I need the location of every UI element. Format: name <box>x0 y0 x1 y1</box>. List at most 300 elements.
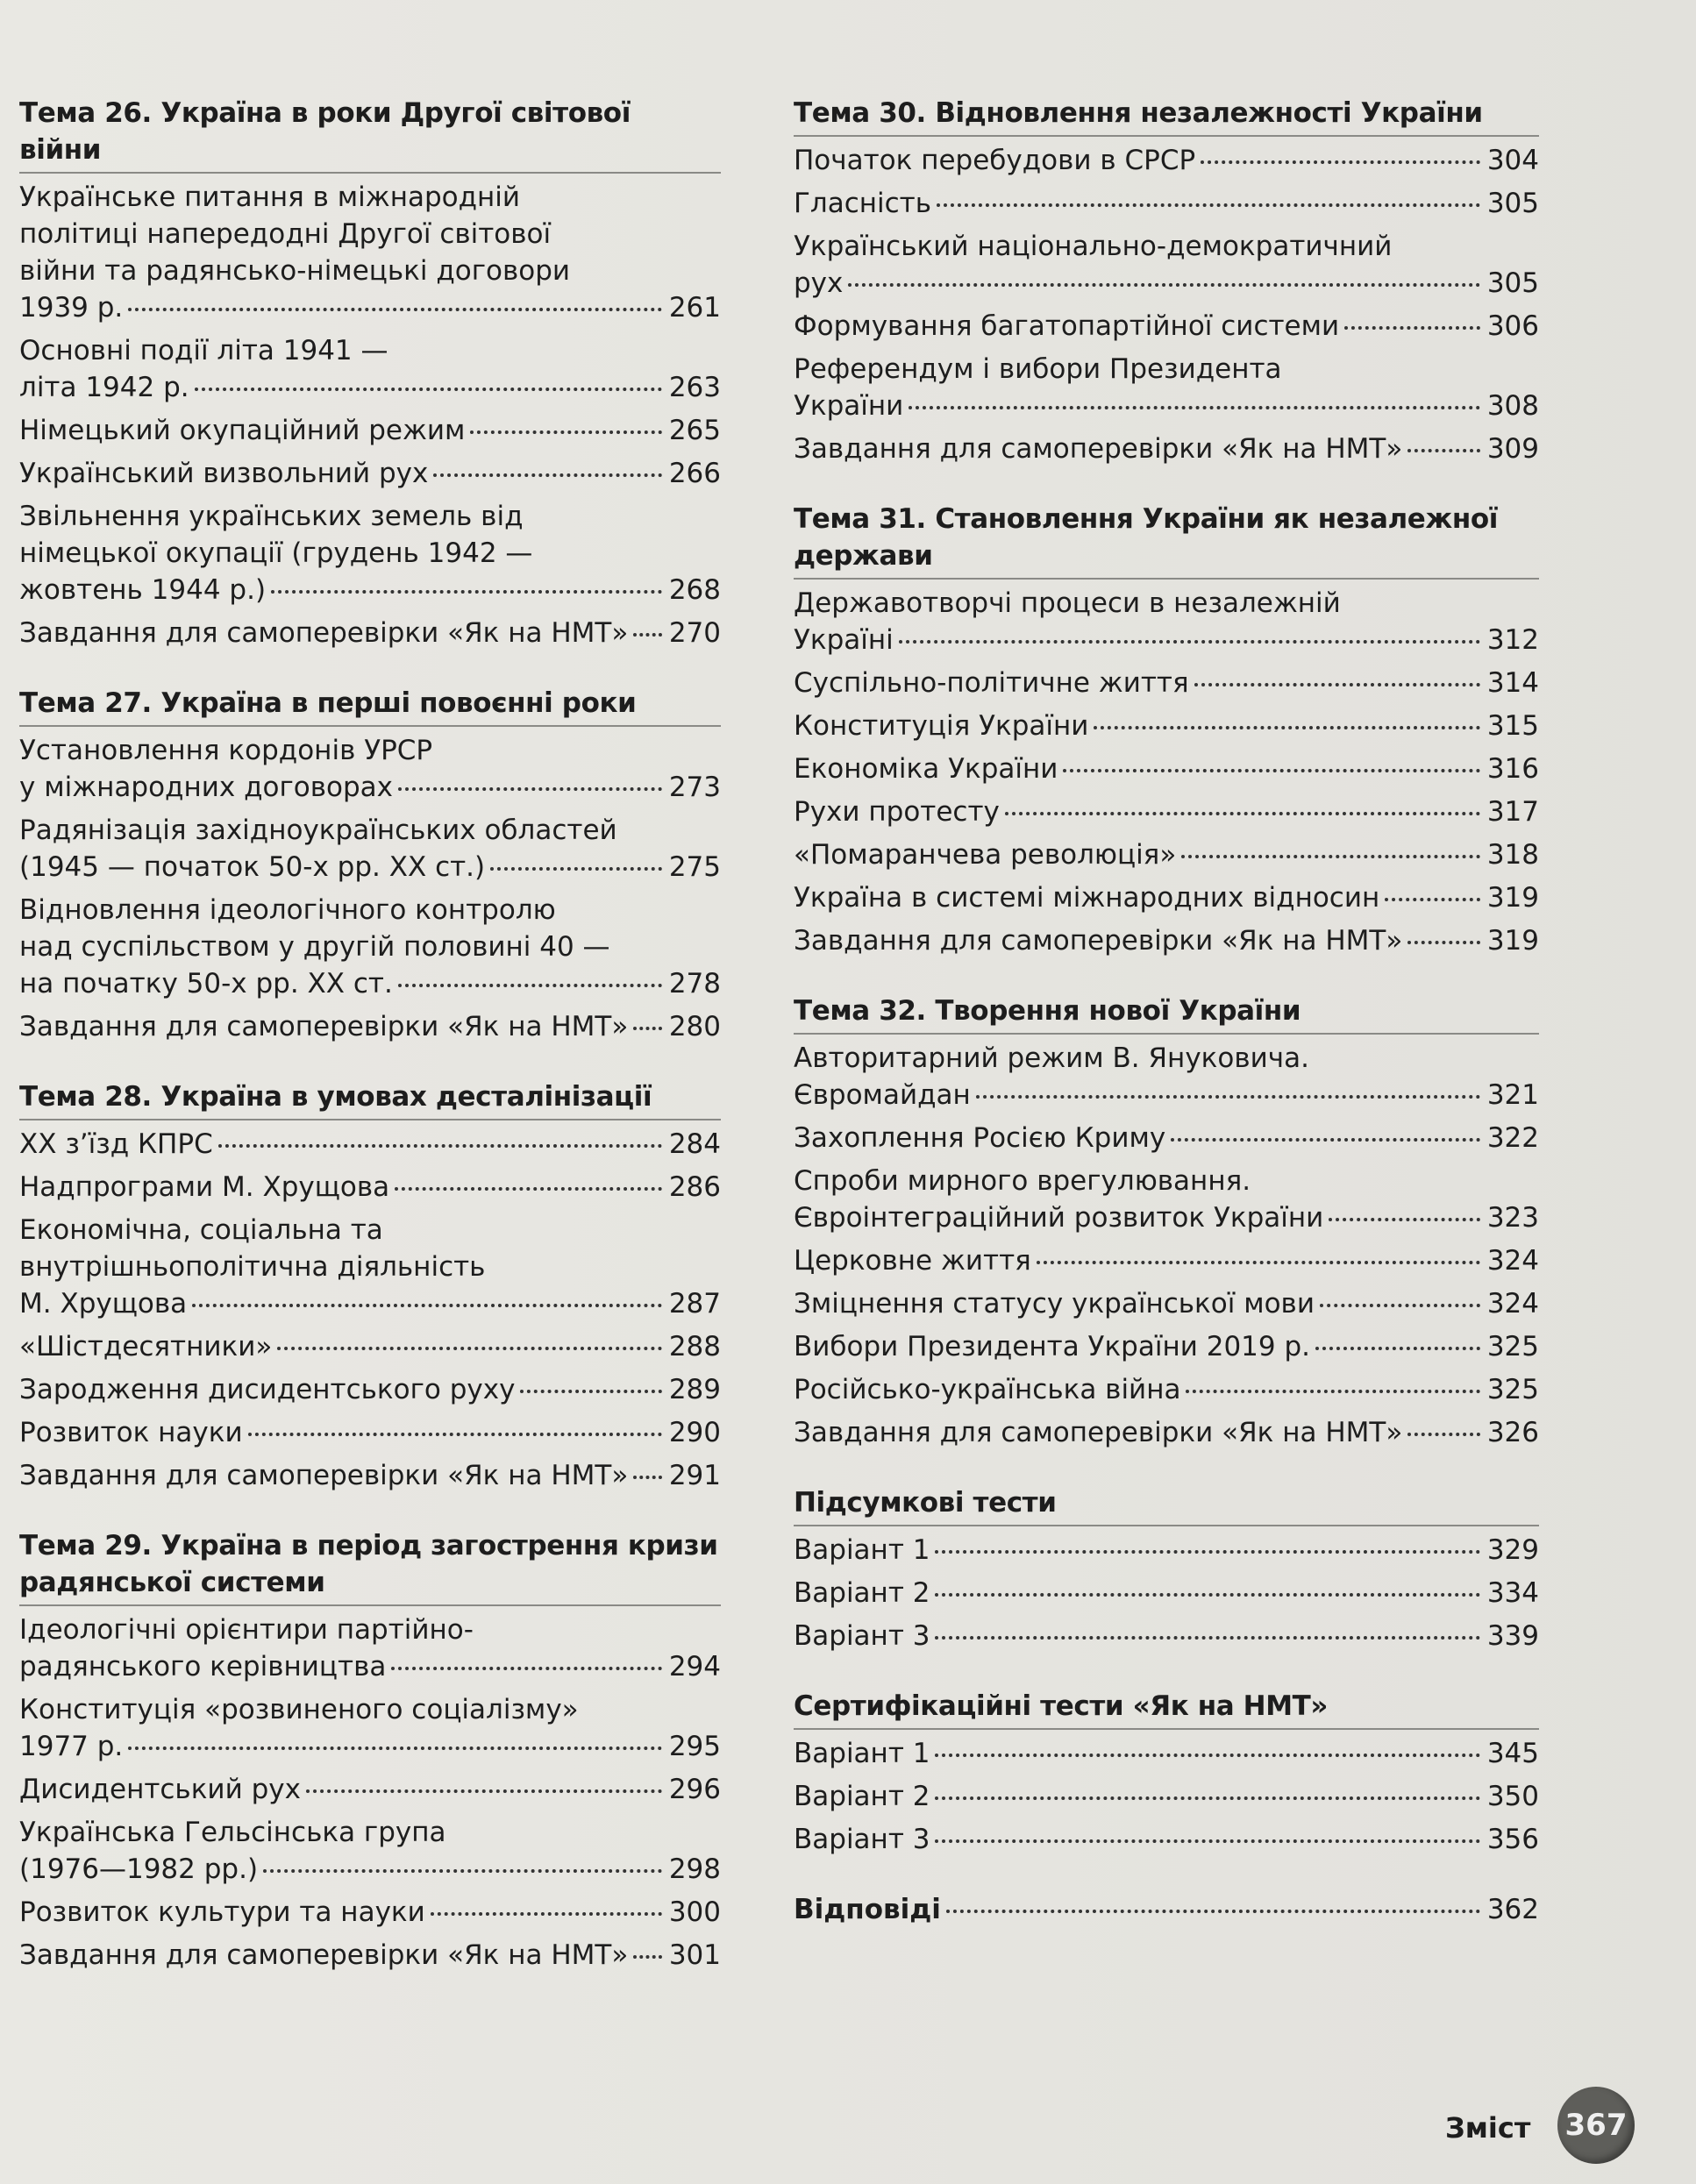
dot-leader <box>1005 812 1480 815</box>
entry-last-line <box>19 1008 721 1045</box>
page-number: 334 <box>1486 1577 1539 1609</box>
entry-last-line <box>19 1169 721 1206</box>
toc-entry[interactable] <box>794 751 1539 787</box>
page-number: 314 <box>1486 667 1539 699</box>
dot-leader <box>935 1754 1479 1757</box>
page-number: 308 <box>1486 390 1539 422</box>
entry-text-line: Звільнення українських земель від <box>19 501 524 532</box>
page-number: 315 <box>1486 710 1539 742</box>
entry-text-line: Варіант 3 <box>794 1620 930 1652</box>
dot-leader <box>935 1636 1479 1640</box>
entry-text-line: Суспільно-політичне життя <box>794 667 1189 699</box>
entry-text-line: Україна в системі міжнародних відносин <box>794 882 1380 914</box>
page-number: 280 <box>668 1011 721 1042</box>
entry-text-line: Спроби мирного врегулювання. <box>794 1165 1251 1197</box>
page-number: 287 <box>668 1288 721 1320</box>
entry-last-line <box>19 1771 721 1808</box>
entry-last-line <box>794 1242 1539 1279</box>
dot-leader <box>128 308 662 311</box>
entry-text-line: Вибори Президента України 2019 р. <box>794 1331 1310 1362</box>
section-title: Підсумкові тести <box>794 1484 1539 1526</box>
entry-text-line: Завдання для самоперевірки «Як на НМТ» <box>19 1939 629 1971</box>
dot-leader <box>1063 769 1479 772</box>
page-number: 362 <box>1486 1894 1539 1925</box>
entry-text-line: Євромайдан <box>794 1079 971 1111</box>
dot-leader <box>391 1667 661 1670</box>
toc-section <box>794 1688 1539 1858</box>
entry-text-line: у міжнародних договорах <box>19 772 393 803</box>
entry-text-line: Варіант 1 <box>794 1534 930 1566</box>
page-number: 265 <box>668 415 721 446</box>
entry-text-line: Радянізація західноукраїнських областей <box>19 815 617 846</box>
page-number: 291 <box>668 1460 721 1491</box>
toc-entry[interactable] <box>794 1285 1539 1322</box>
entry-last-line <box>19 1894 721 1931</box>
entry-text-line: жовтень 1944 р.) <box>19 574 267 606</box>
entry-text-line: Варіант 2 <box>794 1781 930 1812</box>
dot-leader <box>306 1789 662 1793</box>
entry-text-line: Розвиток науки <box>19 1417 243 1448</box>
toc-entry[interactable] <box>19 455 721 492</box>
page-number: 325 <box>1486 1331 1539 1362</box>
section-title: Тема 29. Україна в період загострення кризи радянської системи <box>19 1527 721 1606</box>
section-title: Тема 27. Україна в перші повоєнні роки <box>19 685 721 727</box>
entry-last-line <box>794 1371 1539 1408</box>
entry-text-line: німецької окупації (грудень 1942 — <box>19 537 533 569</box>
dot-leader <box>848 283 1479 287</box>
page-number: 312 <box>1486 624 1539 656</box>
section-title: Тема 28. Україна в умовах десталінізації <box>19 1078 721 1120</box>
toc-entry[interactable] <box>19 179 721 326</box>
page-number: 268 <box>668 574 721 606</box>
entry-last-line <box>794 1285 1539 1322</box>
dot-leader <box>277 1347 661 1350</box>
page-number: 301 <box>668 1939 721 1971</box>
toc-entry[interactable] <box>794 1414 1539 1451</box>
entry-text-line: над суспільством у другій половині 40 — <box>19 931 610 963</box>
toc-entry[interactable] <box>19 1894 721 1931</box>
dot-leader <box>1094 726 1479 729</box>
entry-text-line: Завдання для самоперевірки «Як на НМТ» <box>19 1011 629 1042</box>
toc-entry[interactable] <box>794 1778 1539 1815</box>
dot-leader <box>1315 1347 1480 1350</box>
page-number: 296 <box>668 1774 721 1805</box>
toc-entry[interactable] <box>794 793 1539 830</box>
entry-text-line: Економіка України <box>794 753 1058 785</box>
entry-last-line <box>794 922 1539 959</box>
footer-section-label: Зміст <box>1445 2111 1531 2145</box>
toc-entry[interactable] <box>794 185 1539 222</box>
entry-text-line: (1976—1982 рр.) <box>19 1853 259 1885</box>
toc-entry[interactable] <box>794 1120 1539 1156</box>
toc-entry[interactable] <box>794 308 1539 345</box>
entry-last-line <box>19 1371 721 1408</box>
entry-last-line <box>794 665 1539 701</box>
entry-last-line <box>794 1821 1539 1858</box>
dot-leader <box>433 473 661 477</box>
dot-leader <box>398 984 662 987</box>
entry-last-line <box>19 455 721 492</box>
entry-text-line: політиці напередодні Другої світової <box>19 218 552 250</box>
entry-last-line <box>19 615 721 651</box>
entry-text-line: Авторитарний режим В. Януковича. <box>794 1042 1309 1074</box>
toc-entry[interactable] <box>794 665 1539 701</box>
page-footer <box>1438 2085 1631 2169</box>
entry-text-line: Основні події літа 1941 — <box>19 335 388 366</box>
entry-last-line <box>794 142 1539 179</box>
dot-leader <box>1201 160 1480 164</box>
dot-leader <box>935 1550 1479 1554</box>
page-number: 319 <box>1486 925 1539 957</box>
page-number: 304 <box>1486 145 1539 176</box>
toc-entry[interactable] <box>794 585 1539 658</box>
toc-entry[interactable] <box>19 1414 721 1451</box>
page-number: 329 <box>1486 1534 1539 1566</box>
entry-text-line: України <box>794 390 904 422</box>
toc-entry[interactable] <box>19 1771 721 1808</box>
toc-entry[interactable] <box>19 892 721 1002</box>
entry-last-line <box>794 1199 1539 1236</box>
dot-leader <box>633 1476 662 1479</box>
toc-entry[interactable] <box>794 922 1539 959</box>
entry-last-line <box>794 185 1539 222</box>
entry-text-line: Ідеологічні орієнтири партійно- <box>19 1614 474 1646</box>
page-number: 273 <box>668 772 721 803</box>
toc-entry[interactable] <box>19 732 721 806</box>
entry-text-line: Україні <box>794 624 894 656</box>
page-number: 350 <box>1486 1781 1539 1812</box>
toc-entry[interactable] <box>794 1891 1539 1928</box>
page-number: 295 <box>668 1731 721 1762</box>
dot-leader <box>1385 898 1480 901</box>
entry-last-line <box>19 965 721 1002</box>
dot-leader <box>128 1746 662 1750</box>
toc-entry[interactable] <box>19 1371 721 1408</box>
page-number-badge: 367 <box>1557 2087 1635 2164</box>
toc-entry[interactable] <box>794 1242 1539 1279</box>
entry-text-line: Завдання для самоперевірки «Як на НМТ» <box>19 1460 629 1491</box>
entry-last-line <box>19 1328 721 1365</box>
entry-last-line <box>794 1328 1539 1365</box>
entry-text-line: радянського керівництва <box>19 1651 387 1682</box>
entry-text-line: 1977 р. <box>19 1731 124 1762</box>
toc-entry[interactable] <box>19 1008 721 1045</box>
entry-last-line <box>794 265 1539 302</box>
entry-text-line: Варіант 2 <box>794 1577 930 1609</box>
entry-last-line <box>794 1077 1539 1113</box>
toc-section <box>794 1891 1539 1928</box>
toc-entry[interactable] <box>794 351 1539 424</box>
entry-last-line <box>794 1618 1539 1654</box>
toc-entry[interactable] <box>794 836 1539 873</box>
entry-text-line: Розвиток культури та науки <box>19 1896 425 1928</box>
page-number: 290 <box>668 1417 721 1448</box>
entry-text-line: Конституція України <box>794 710 1089 742</box>
toc-right-column <box>794 95 1539 1961</box>
page-number: 316 <box>1486 753 1539 785</box>
dot-leader <box>633 1955 662 1959</box>
page-number: 305 <box>1486 188 1539 219</box>
dot-leader <box>218 1144 662 1148</box>
dot-leader <box>1407 449 1480 452</box>
dot-leader <box>248 1433 662 1436</box>
entry-text-line: Формування багатопартійної системи <box>794 310 1340 342</box>
entry-text-line: літа 1942 р. <box>19 372 189 403</box>
page-number: 325 <box>1486 1374 1539 1405</box>
page-number: 326 <box>1486 1417 1539 1448</box>
toc-left-column <box>19 95 721 2007</box>
entry-last-line <box>794 708 1539 744</box>
dot-leader <box>633 633 662 637</box>
entry-last-line <box>19 849 721 886</box>
toc-entry[interactable] <box>19 1126 721 1163</box>
toc-entry[interactable] <box>19 412 721 449</box>
entry-last-line <box>19 572 721 608</box>
dot-leader <box>1344 326 1480 330</box>
page-number: 319 <box>1486 882 1539 914</box>
toc-section <box>19 685 721 1045</box>
page-number: 263 <box>668 372 721 403</box>
entry-last-line <box>794 836 1539 873</box>
toc-entry[interactable] <box>794 1618 1539 1654</box>
toc-entry[interactable] <box>794 1575 1539 1611</box>
dot-leader <box>195 388 662 391</box>
entry-text-line: Євроінтеграційний розвиток України <box>794 1202 1324 1234</box>
entry-text-line: Українське питання в міжнародній <box>19 181 521 213</box>
page-number: 306 <box>1486 310 1539 342</box>
entry-text-line: Зміцнення статусу української мови <box>794 1288 1315 1320</box>
page-number: 321 <box>1486 1079 1539 1111</box>
entry-text-line: Завдання для самоперевірки «Як на НМТ» <box>794 925 1403 957</box>
dot-leader <box>395 1187 662 1191</box>
entry-text-line: внутрішньополітична діяльність <box>19 1251 486 1283</box>
toc-section <box>794 501 1539 959</box>
dot-leader <box>935 1796 1479 1800</box>
page-number: 305 <box>1486 267 1539 299</box>
entry-last-line <box>19 1414 721 1451</box>
page-number: 322 <box>1486 1122 1539 1154</box>
dot-leader <box>937 203 1480 207</box>
toc-entry[interactable] <box>19 812 721 886</box>
page-number: 288 <box>668 1331 721 1362</box>
dot-leader <box>192 1304 662 1307</box>
dot-leader <box>1320 1304 1480 1307</box>
toc-entry[interactable] <box>794 1040 1539 1113</box>
dot-leader <box>1186 1390 1479 1393</box>
entry-text-line: Німецький окупаційний режим <box>19 415 466 446</box>
page-number: 356 <box>1486 1824 1539 1855</box>
page-number: 294 <box>668 1651 721 1682</box>
entry-text-line: Зародження дисидентського руху <box>19 1374 516 1405</box>
toc-entry[interactable] <box>19 1937 721 1974</box>
page-number: 286 <box>668 1171 721 1203</box>
page-number: 339 <box>1486 1620 1539 1652</box>
entry-last-line <box>794 1735 1539 1772</box>
entry-text-line: Церковне життя <box>794 1245 1031 1277</box>
entry-text-line: Захоплення Росією Криму <box>794 1122 1166 1154</box>
entry-last-line <box>794 1575 1539 1611</box>
dot-leader <box>935 1839 1479 1843</box>
entry-last-line <box>19 1126 721 1163</box>
entry-last-line <box>19 412 721 449</box>
section-title: Відповіді <box>794 1894 941 1925</box>
dot-leader <box>1329 1218 1480 1221</box>
entry-last-line <box>794 388 1539 424</box>
entry-text-line: Державотворчі процеси в незалежній <box>794 587 1341 619</box>
toc-entry[interactable] <box>19 498 721 608</box>
toc-entry[interactable] <box>19 332 721 406</box>
toc-section <box>19 1527 721 1974</box>
entry-text-line: Завдання для самоперевірки «Як на НМТ» <box>19 617 629 649</box>
toc-entry[interactable] <box>794 1821 1539 1858</box>
entry-last-line <box>19 369 721 406</box>
dot-leader <box>398 787 662 791</box>
toc-entry[interactable] <box>794 1735 1539 1772</box>
entry-text-line: Референдум і вибори Президента <box>794 353 1282 385</box>
entry-last-line <box>794 751 1539 787</box>
entry-last-line <box>19 1648 721 1685</box>
toc-entry[interactable] <box>19 1611 721 1685</box>
dot-leader <box>1181 855 1480 858</box>
page-number: 270 <box>668 617 721 649</box>
entry-last-line <box>794 1120 1539 1156</box>
page-number: 323 <box>1486 1202 1539 1234</box>
toc-section <box>794 1484 1539 1654</box>
dot-leader <box>431 1912 662 1916</box>
entry-last-line <box>19 289 721 326</box>
toc-entry[interactable] <box>794 1532 1539 1569</box>
entry-last-line <box>19 1851 721 1888</box>
dot-leader <box>946 1910 1480 1913</box>
entry-text-line: Український визвольний рух <box>19 458 429 489</box>
dot-leader <box>909 406 1480 409</box>
page-number: 324 <box>1486 1245 1539 1277</box>
entry-text-line: рух <box>794 267 844 299</box>
entry-text-line: Рухи протесту <box>794 796 1000 828</box>
page-number: 298 <box>668 1853 721 1885</box>
entry-last-line <box>794 1414 1539 1451</box>
entry-text-line: Відновлення ідеологічного контролю <box>19 894 556 926</box>
page-number: 266 <box>668 458 721 489</box>
dot-leader <box>271 590 662 594</box>
toc-entry[interactable] <box>19 1212 721 1322</box>
toc-entry[interactable] <box>19 1457 721 1494</box>
section-title: Тема 30. Відновлення незалежності України <box>794 95 1539 137</box>
entry-text-line: Українська Гельсінська група <box>19 1817 446 1848</box>
entry-text-line: Початок перебудови в СРСР <box>794 145 1196 176</box>
entry-last-line <box>794 308 1539 345</box>
entry-text-line: Конституція «розвиненого соціалізму» <box>19 1694 579 1725</box>
section-title: Тема 26. Україна в роки Другої світової війни <box>19 95 721 174</box>
dot-leader <box>976 1095 1480 1099</box>
entry-text-line: ХХ з’їзд КПРС <box>19 1128 213 1160</box>
toc-entry[interactable] <box>794 430 1539 467</box>
page-number: 317 <box>1486 796 1539 828</box>
dot-leader <box>1037 1261 1480 1264</box>
toc-entry[interactable] <box>19 1691 721 1765</box>
page-number: 284 <box>668 1128 721 1160</box>
entry-text-line: Завдання для самоперевірки «Як на НМТ» <box>794 433 1403 465</box>
entry-text-line: на початку 50-х рр. ХХ ст. <box>19 968 393 1000</box>
entry-last-line <box>794 430 1539 467</box>
section-title: Сертифікаційні тести «Як на НМТ» <box>794 1688 1539 1730</box>
entry-text-line: «Шістдесятники» <box>19 1331 273 1362</box>
entry-text-line: Установлення кордонів УРСР <box>19 735 433 766</box>
toc-entry[interactable] <box>794 228 1539 302</box>
toc-entry[interactable] <box>794 1328 1539 1365</box>
dot-leader <box>935 1593 1479 1597</box>
entry-text-line: Дисидентський рух <box>19 1774 301 1805</box>
page-number: 278 <box>668 968 721 1000</box>
toc-section <box>19 1078 721 1494</box>
page-number: 309 <box>1486 433 1539 465</box>
entry-text-line: 1939 р. <box>19 292 124 324</box>
toc-section <box>19 95 721 651</box>
entry-last-line <box>19 1728 721 1765</box>
entry-text-line: Варіант 1 <box>794 1738 930 1769</box>
toc-entry[interactable] <box>19 615 721 651</box>
dot-leader <box>490 867 662 871</box>
entry-text-line: Економічна, соціальна та <box>19 1214 383 1246</box>
dot-leader <box>899 640 1480 644</box>
entry-last-line <box>794 793 1539 830</box>
dot-leader <box>263 1869 662 1873</box>
dot-leader <box>1407 1433 1480 1436</box>
dot-leader <box>470 430 661 434</box>
entry-text-line: Надпрограми М. Хрущова <box>19 1171 390 1203</box>
section-title: Тема 31. Становлення України як незалежної держави <box>794 501 1539 580</box>
entry-last-line <box>19 1285 721 1322</box>
entry-last-line <box>794 879 1539 916</box>
entry-text-line: війни та радянсько-німецькі договори <box>19 255 571 287</box>
entry-last-line <box>19 1457 721 1494</box>
toc-entry[interactable] <box>794 879 1539 916</box>
entry-last-line <box>794 1778 1539 1815</box>
entry-last-line <box>794 622 1539 658</box>
toc-entry[interactable] <box>794 142 1539 179</box>
entry-text-line: (1945 — початок 50-х рр. ХХ ст.) <box>19 851 486 883</box>
dot-leader <box>633 1027 662 1030</box>
entry-text-line: Український національно-демократичний <box>794 231 1393 262</box>
page-number: 300 <box>668 1896 721 1928</box>
entry-text-line: «Помаранчева революція» <box>794 839 1177 871</box>
dot-leader <box>1171 1138 1480 1142</box>
toc-entry[interactable] <box>794 1371 1539 1408</box>
entry-last-line <box>19 769 721 806</box>
toc-section <box>794 95 1539 467</box>
page-number: 289 <box>668 1374 721 1405</box>
section-title: Тема 32. Творення нової України <box>794 992 1539 1035</box>
entry-last-line <box>794 1532 1539 1569</box>
entry-last-line <box>19 1937 721 1974</box>
page-number: 345 <box>1486 1738 1539 1769</box>
toc-entry[interactable] <box>19 1328 721 1365</box>
entry-text-line: Російсько-українська війна <box>794 1374 1181 1405</box>
dot-leader <box>520 1390 661 1393</box>
page-number: 261 <box>668 292 721 324</box>
page-number: 318 <box>1486 839 1539 871</box>
toc-entry[interactable] <box>19 1814 721 1888</box>
toc-entry[interactable] <box>19 1169 721 1206</box>
dot-leader <box>1194 683 1480 687</box>
toc-section <box>794 992 1539 1451</box>
entry-text-line: Завдання для самоперевірки «Як на НМТ» <box>794 1417 1403 1448</box>
page-number: 324 <box>1486 1288 1539 1320</box>
entry-text-line: Варіант 3 <box>794 1824 930 1855</box>
page-number: 275 <box>668 851 721 883</box>
toc-entry[interactable] <box>794 708 1539 744</box>
toc-entry[interactable] <box>794 1163 1539 1236</box>
